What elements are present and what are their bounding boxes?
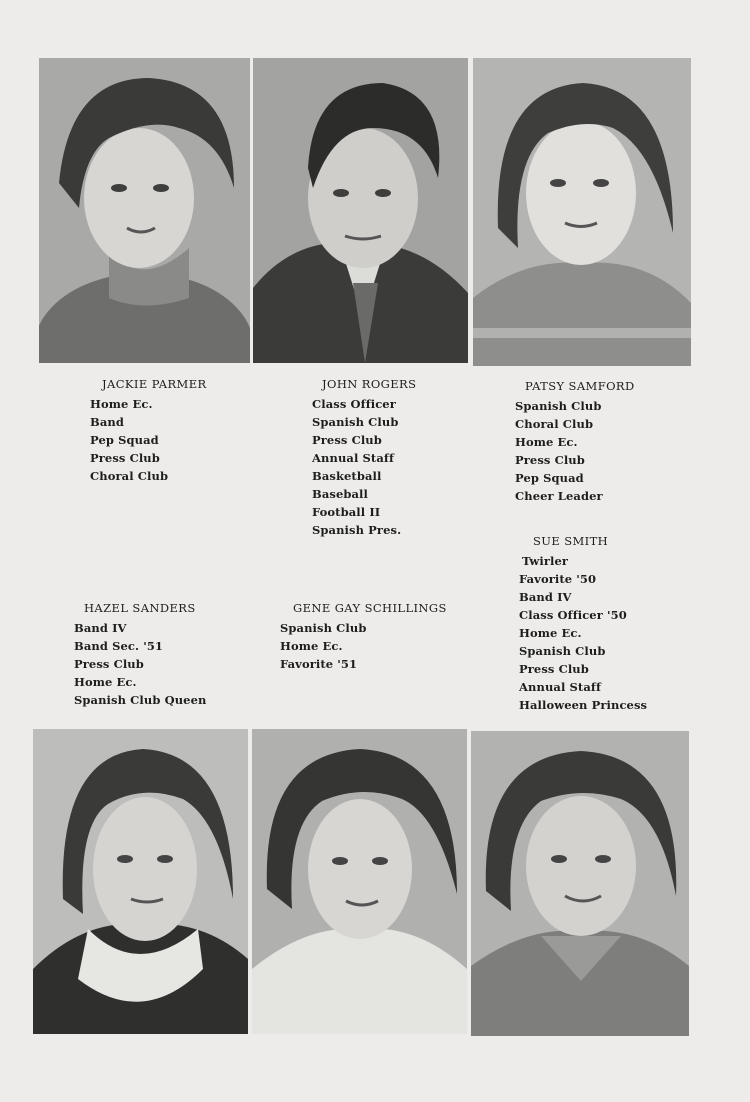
student-name: GENE GAY SCHILLINGS — [293, 601, 447, 615]
activity-item: Press Club — [519, 662, 589, 676]
activity-item: Home Ec. — [515, 435, 578, 449]
activity-list — [90, 395, 207, 485]
activity-item: Spanish Pres. — [312, 523, 402, 537]
activity-item: Basketball — [312, 469, 382, 483]
activity-item: Home Ec. — [519, 626, 582, 640]
activity-item: Favorite '51 — [280, 657, 358, 671]
portrait-patsy-samford — [473, 58, 691, 366]
portrait-gene-gay-schillings — [252, 729, 467, 1034]
activity-item: Football II — [312, 505, 381, 519]
activity-item: Press Club — [515, 453, 585, 467]
activity-item: Home Ec. — [280, 639, 343, 653]
portrait-jackie-parmer — [39, 58, 250, 363]
activity-item: Cheer Leader — [515, 489, 603, 503]
activity-item: Annual Staff — [519, 680, 601, 694]
activity-item: Spanish Club — [515, 399, 602, 413]
student-sue-smith — [519, 534, 647, 714]
activity-item: Choral Club — [90, 469, 169, 483]
activity-item: Annual Staff — [312, 451, 394, 465]
activity-item: Press Club — [312, 433, 382, 447]
student-hazel-sanders — [74, 601, 206, 709]
portrait-john-rogers — [253, 58, 468, 363]
student-john-rogers — [312, 377, 416, 539]
student-name: HAZEL SANDERS — [84, 601, 196, 615]
activity-list — [519, 552, 647, 714]
student-name: PATSY SAMFORD — [525, 379, 635, 393]
portrait-hazel-sanders — [33, 729, 248, 1034]
student-patsy-samford — [515, 379, 635, 505]
student-jackie-parmer — [90, 377, 207, 485]
activity-item: Press Club — [74, 657, 144, 671]
activity-item: Twirler — [522, 554, 569, 568]
activity-item: Home Ec. — [90, 397, 153, 411]
activity-list — [312, 395, 416, 539]
activity-item: Band IV — [74, 621, 127, 635]
activity-item: Band IV — [519, 590, 572, 604]
activity-item: Spanish Club Queen — [74, 693, 207, 707]
activity-item: Halloween Princess — [519, 698, 648, 712]
activity-item: Press Club — [90, 451, 160, 465]
activity-item: Pep Squad — [90, 433, 159, 447]
student-name: SUE SMITH — [533, 534, 609, 548]
student-name: JACKIE PARMER — [102, 377, 207, 391]
activity-item: Band Sec. '51 — [74, 639, 164, 653]
activity-item: Baseball — [312, 487, 368, 501]
activity-item: Class Officer — [312, 397, 396, 411]
portrait-sue-smith — [471, 731, 689, 1036]
activity-item: Choral Club — [515, 417, 594, 431]
activity-list — [74, 619, 206, 709]
activity-item: Spanish Club — [312, 415, 399, 429]
student-name: JOHN ROGERS — [322, 377, 417, 391]
activity-item: Home Ec. — [74, 675, 137, 689]
activity-item: Spanish Club — [519, 644, 606, 658]
activity-item: Band — [90, 415, 124, 429]
activity-item: Class Officer '50 — [519, 608, 627, 622]
activity-list — [515, 397, 635, 505]
activity-item: Pep Squad — [515, 471, 584, 485]
student-gene-gay-schillings — [280, 601, 447, 673]
activity-item: Favorite '50 — [519, 572, 597, 586]
activity-item: Spanish Club — [280, 621, 367, 635]
activity-list — [280, 619, 447, 673]
